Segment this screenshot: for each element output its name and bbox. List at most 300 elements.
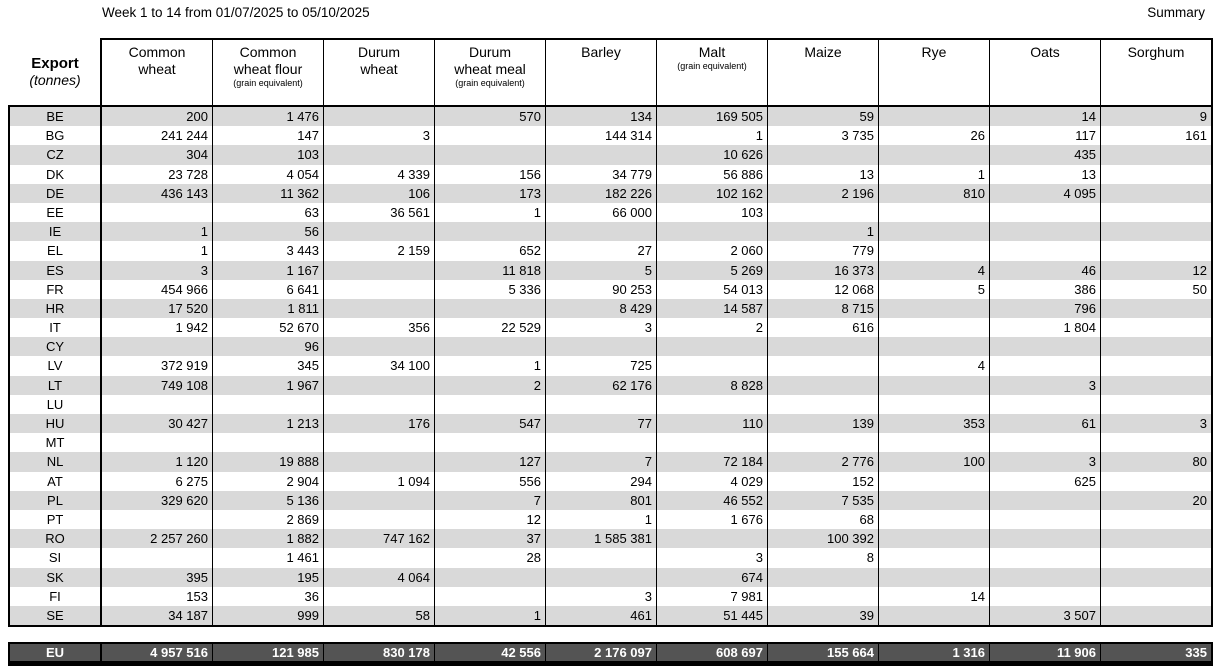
table-row xyxy=(10,491,1211,510)
value-cell: 436 143 xyxy=(102,184,213,203)
value-cell xyxy=(1101,606,1211,625)
value-cell xyxy=(1101,433,1211,452)
country-code: HR xyxy=(10,299,102,318)
value-cell xyxy=(324,280,435,299)
value-cell xyxy=(435,568,546,587)
value-cell: 11 906 xyxy=(990,644,1101,661)
table-header-row xyxy=(8,38,1213,105)
table-row xyxy=(10,395,1211,414)
value-cell: 1 585 381 xyxy=(546,529,657,548)
column-header: Sorghum xyxy=(1127,44,1185,60)
value-cell xyxy=(768,145,879,164)
value-cell: 156 xyxy=(435,165,546,184)
value-cell: 3 xyxy=(657,548,768,567)
table-row xyxy=(10,337,1211,356)
value-cell xyxy=(1101,510,1211,529)
value-cell: 4 957 516 xyxy=(102,644,213,661)
table-row xyxy=(10,165,1211,184)
value-cell: 2 869 xyxy=(213,510,324,529)
table-row xyxy=(10,356,1211,375)
value-cell xyxy=(879,318,990,337)
table-row xyxy=(10,472,1211,491)
value-cell: 1 942 xyxy=(102,318,213,337)
table-row xyxy=(10,318,1211,337)
value-cell xyxy=(990,433,1101,452)
value-cell: 52 670 xyxy=(213,318,324,337)
value-cell xyxy=(990,203,1101,222)
value-cell: 4 xyxy=(879,356,990,375)
value-cell xyxy=(546,568,657,587)
value-cell xyxy=(657,433,768,452)
value-cell xyxy=(102,337,213,356)
value-cell xyxy=(1101,356,1211,375)
value-cell: 34 779 xyxy=(546,165,657,184)
value-cell: 1 xyxy=(546,510,657,529)
value-cell xyxy=(879,606,990,625)
value-cell xyxy=(768,568,879,587)
value-cell: 1 804 xyxy=(990,318,1101,337)
country-code: DK xyxy=(10,165,102,184)
value-cell xyxy=(546,548,657,567)
table-row xyxy=(10,529,1211,548)
value-cell xyxy=(102,395,213,414)
table-row xyxy=(10,452,1211,471)
value-cell xyxy=(546,433,657,452)
country-code: EL xyxy=(10,241,102,260)
value-cell: 54 013 xyxy=(657,280,768,299)
value-cell: 2 776 xyxy=(768,452,879,471)
value-cell: 547 xyxy=(435,414,546,433)
value-cell: 725 xyxy=(546,356,657,375)
table-row xyxy=(10,568,1211,587)
value-cell xyxy=(1101,145,1211,164)
value-cell: 5 xyxy=(879,280,990,299)
country-code: IT xyxy=(10,318,102,337)
value-cell: 6 275 xyxy=(102,472,213,491)
value-cell xyxy=(1101,395,1211,414)
value-cell: 345 xyxy=(213,356,324,375)
value-cell: 570 xyxy=(435,107,546,126)
table-row xyxy=(10,587,1211,606)
value-cell xyxy=(324,337,435,356)
value-cell: 195 xyxy=(213,568,324,587)
value-cell: 7 xyxy=(546,452,657,471)
value-cell: 3 xyxy=(324,126,435,145)
value-cell xyxy=(768,356,879,375)
value-cell: 395 xyxy=(102,568,213,587)
value-cell: 90 253 xyxy=(546,280,657,299)
value-cell: 4 064 xyxy=(324,568,435,587)
value-cell: 77 xyxy=(546,414,657,433)
value-cell: 200 xyxy=(102,107,213,126)
table-body xyxy=(8,105,1213,627)
value-cell: 36 561 xyxy=(324,203,435,222)
value-cell: 372 919 xyxy=(102,356,213,375)
value-cell: 294 xyxy=(546,472,657,491)
value-cell: 27 xyxy=(546,241,657,260)
country-code: DE xyxy=(10,184,102,203)
value-cell: 68 xyxy=(768,510,879,529)
value-cell: 796 xyxy=(990,299,1101,318)
value-cell: 8 429 xyxy=(546,299,657,318)
value-cell: 2 xyxy=(435,376,546,395)
value-cell: 12 xyxy=(1192,262,1207,278)
column-header: Oats xyxy=(990,40,1101,105)
column-header: Durum wheat meal (grain equivalent) xyxy=(435,40,546,105)
corner-subtitle: (tonnes) xyxy=(29,72,81,88)
value-cell xyxy=(546,145,657,164)
value-cell xyxy=(768,203,879,222)
value-cell xyxy=(990,491,1101,510)
value-cell: 42 556 xyxy=(435,644,546,661)
value-cell: 454 966 xyxy=(102,280,213,299)
value-cell: 23 728 xyxy=(102,165,213,184)
value-cell xyxy=(768,337,879,356)
value-cell: 1 811 xyxy=(213,299,324,318)
value-cell: 37 xyxy=(435,529,546,548)
value-cell: 22 529 xyxy=(435,318,546,337)
value-cell: 7 981 xyxy=(657,587,768,606)
value-cell: 1 476 xyxy=(213,107,324,126)
value-cell xyxy=(324,452,435,471)
table-corner-cell xyxy=(10,38,102,105)
value-cell xyxy=(990,529,1101,548)
value-cell: 19 888 xyxy=(213,452,324,471)
table-row xyxy=(10,280,1211,299)
export-table xyxy=(8,38,1213,666)
value-cell: 36 xyxy=(213,587,324,606)
value-cell: 3 xyxy=(546,318,657,337)
column-header: Rye xyxy=(879,40,990,105)
value-cell: 461 xyxy=(546,606,657,625)
value-cell: 17 520 xyxy=(102,299,213,318)
value-cell: 747 162 xyxy=(324,529,435,548)
column-header: Common wheat flour (grain equivalent) xyxy=(213,40,324,105)
value-cell: 674 xyxy=(657,568,768,587)
country-code: BG xyxy=(10,126,102,145)
value-cell: 152 xyxy=(768,472,879,491)
value-cell xyxy=(324,548,435,567)
value-cell: 51 445 xyxy=(657,606,768,625)
value-cell: 161 xyxy=(1185,128,1207,144)
value-cell: 12 xyxy=(435,510,546,529)
value-cell: 20 xyxy=(1192,492,1207,508)
value-cell: 34 187 xyxy=(102,606,213,625)
country-code: SK xyxy=(10,568,102,587)
value-cell xyxy=(435,222,546,241)
value-cell: 1 xyxy=(435,606,546,625)
value-cell: 625 xyxy=(990,472,1101,491)
table-row xyxy=(10,299,1211,318)
value-cell: 110 xyxy=(657,414,768,433)
value-cell: 26 xyxy=(879,126,990,145)
value-cell: 59 xyxy=(768,107,879,126)
value-cell: 1 882 xyxy=(213,529,324,548)
table-row xyxy=(10,376,1211,395)
table-row xyxy=(10,414,1211,433)
value-cell xyxy=(990,395,1101,414)
value-cell xyxy=(879,510,990,529)
value-cell xyxy=(768,433,879,452)
country-code: EE xyxy=(10,203,102,222)
value-cell: 11 362 xyxy=(213,184,324,203)
value-cell xyxy=(324,433,435,452)
country-code: BE xyxy=(10,107,102,126)
value-cell: 8 715 xyxy=(768,299,879,318)
value-cell: 3 xyxy=(1199,416,1207,431)
value-cell: 66 000 xyxy=(546,203,657,222)
value-cell: 153 xyxy=(102,587,213,606)
value-cell xyxy=(657,395,768,414)
value-cell xyxy=(879,203,990,222)
value-cell xyxy=(213,395,324,414)
country-code: CY xyxy=(10,337,102,356)
value-cell xyxy=(1101,318,1211,337)
column-header: Common wheat xyxy=(102,40,213,105)
value-cell: 9 xyxy=(1199,109,1207,124)
value-cell xyxy=(879,472,990,491)
value-cell xyxy=(657,337,768,356)
value-cell: 10 626 xyxy=(657,145,768,164)
value-cell: 6 641 xyxy=(213,280,324,299)
value-cell: 1 213 xyxy=(213,414,324,433)
table-row xyxy=(10,261,1211,280)
value-cell: 1 xyxy=(102,222,213,241)
value-cell xyxy=(657,222,768,241)
table-row xyxy=(10,222,1211,241)
value-cell: 169 505 xyxy=(657,107,768,126)
value-cell: 46 xyxy=(990,261,1101,280)
value-cell xyxy=(1101,241,1211,260)
table-row xyxy=(10,241,1211,260)
value-cell: 1 167 xyxy=(213,261,324,280)
value-cell xyxy=(546,222,657,241)
value-cell: 62 176 xyxy=(546,376,657,395)
value-cell xyxy=(1101,529,1211,548)
value-cell: 353 xyxy=(879,414,990,433)
country-code: LV xyxy=(10,356,102,375)
value-cell: 4 029 xyxy=(657,472,768,491)
value-cell: 106 xyxy=(324,184,435,203)
value-cell: 1 120 xyxy=(102,452,213,471)
value-cell: 182 226 xyxy=(546,184,657,203)
country-code: HU xyxy=(10,414,102,433)
value-cell: 779 xyxy=(768,241,879,260)
country-code: FI xyxy=(10,587,102,606)
value-cell xyxy=(990,241,1101,260)
table-row xyxy=(10,126,1211,145)
value-cell xyxy=(324,491,435,510)
value-cell: 103 xyxy=(657,203,768,222)
value-cell: 810 xyxy=(879,184,990,203)
value-cell: 100 392 xyxy=(768,529,879,548)
value-cell xyxy=(324,107,435,126)
value-cell xyxy=(879,145,990,164)
value-cell: 556 xyxy=(435,472,546,491)
value-cell xyxy=(1101,222,1211,241)
value-cell: 39 xyxy=(768,606,879,625)
value-cell xyxy=(546,337,657,356)
value-cell: 14 587 xyxy=(657,299,768,318)
value-cell: 1 xyxy=(435,356,546,375)
value-cell: 134 xyxy=(546,107,657,126)
column-header: Durum wheat xyxy=(324,40,435,105)
value-cell xyxy=(879,376,990,395)
value-cell: 8 xyxy=(768,548,879,567)
value-cell: 7 xyxy=(435,491,546,510)
value-cell xyxy=(990,337,1101,356)
value-cell xyxy=(324,299,435,318)
value-cell: 50 xyxy=(1192,281,1207,297)
value-cell: 2 159 xyxy=(324,241,435,260)
value-cell xyxy=(435,395,546,414)
value-cell: 1 967 xyxy=(213,376,324,395)
value-cell: 117 xyxy=(990,126,1101,145)
country-code: EU xyxy=(10,644,102,661)
value-cell xyxy=(879,491,990,510)
country-code: LT xyxy=(10,376,102,395)
value-cell xyxy=(324,510,435,529)
table-row xyxy=(10,203,1211,222)
country-code: FR xyxy=(10,280,102,299)
value-cell: 139 xyxy=(768,414,879,433)
value-cell: 127 xyxy=(435,452,546,471)
value-cell: 102 162 xyxy=(657,184,768,203)
value-cell xyxy=(1101,587,1211,606)
value-cell: 155 664 xyxy=(768,644,879,661)
corner-title: Export xyxy=(31,55,79,72)
column-header: Maize xyxy=(768,40,879,105)
value-cell: 2 904 xyxy=(213,472,324,491)
value-cell xyxy=(102,433,213,452)
country-code: RO xyxy=(10,529,102,548)
value-cell: 5 xyxy=(546,261,657,280)
value-cell: 2 060 xyxy=(657,241,768,260)
value-cell: 4 054 xyxy=(213,165,324,184)
table-row xyxy=(10,107,1211,126)
value-cell: 3 xyxy=(102,261,213,280)
table-row xyxy=(10,548,1211,567)
value-cell: 830 178 xyxy=(324,644,435,661)
value-cell xyxy=(102,548,213,567)
value-cell: 30 427 xyxy=(102,414,213,433)
country-code: IE xyxy=(10,222,102,241)
value-cell xyxy=(990,548,1101,567)
value-cell xyxy=(435,587,546,606)
value-cell xyxy=(879,299,990,318)
value-cell: 1 xyxy=(768,222,879,241)
value-cell xyxy=(324,222,435,241)
value-cell xyxy=(324,395,435,414)
value-cell: 63 xyxy=(213,203,324,222)
country-code: AT xyxy=(10,472,102,491)
value-cell xyxy=(435,299,546,318)
country-code: CZ xyxy=(10,145,102,164)
value-cell: 3 xyxy=(990,452,1101,471)
value-cell: 2 196 xyxy=(768,184,879,203)
value-cell: 329 620 xyxy=(102,491,213,510)
value-cell: 72 184 xyxy=(657,452,768,471)
country-code: PL xyxy=(10,491,102,510)
value-cell: 34 100 xyxy=(324,356,435,375)
value-cell: 144 314 xyxy=(546,126,657,145)
value-cell: 3 xyxy=(990,376,1101,395)
value-cell xyxy=(879,433,990,452)
value-cell: 386 xyxy=(990,280,1101,299)
value-cell xyxy=(324,145,435,164)
value-cell: 56 xyxy=(213,222,324,241)
value-cell xyxy=(213,433,324,452)
value-cell: 1 676 xyxy=(657,510,768,529)
value-cell: 1 461 xyxy=(213,548,324,567)
value-cell xyxy=(546,395,657,414)
value-cell: 335 xyxy=(1185,645,1207,661)
value-cell xyxy=(768,376,879,395)
value-cell: 121 985 xyxy=(213,644,324,661)
value-cell: 16 373 xyxy=(768,261,879,280)
value-cell xyxy=(435,337,546,356)
value-cell: 5 136 xyxy=(213,491,324,510)
country-code: LU xyxy=(10,395,102,414)
value-cell: 304 xyxy=(102,145,213,164)
table-row xyxy=(10,510,1211,529)
country-code: NL xyxy=(10,452,102,471)
total-row xyxy=(10,644,1211,661)
value-cell: 80 xyxy=(1192,454,1207,470)
value-cell: 3 735 xyxy=(768,126,879,145)
value-cell xyxy=(990,356,1101,375)
value-cell xyxy=(1101,184,1211,203)
country-code: ES xyxy=(10,261,102,280)
value-cell: 5 336 xyxy=(435,280,546,299)
value-cell: 5 269 xyxy=(657,261,768,280)
country-code: PT xyxy=(10,510,102,529)
column-headers xyxy=(102,38,1213,105)
value-cell: 4 339 xyxy=(324,165,435,184)
value-cell xyxy=(657,529,768,548)
value-cell xyxy=(879,395,990,414)
value-cell xyxy=(1101,568,1211,587)
country-code: SI xyxy=(10,548,102,567)
value-cell: 8 828 xyxy=(657,376,768,395)
value-cell xyxy=(1101,548,1211,567)
value-cell xyxy=(1101,337,1211,356)
value-cell: 11 818 xyxy=(435,261,546,280)
value-cell: 14 xyxy=(879,587,990,606)
value-cell xyxy=(990,510,1101,529)
value-cell: 616 xyxy=(768,318,879,337)
value-cell xyxy=(879,529,990,548)
value-cell: 147 xyxy=(213,126,324,145)
value-cell: 103 xyxy=(213,145,324,164)
table-row xyxy=(10,145,1211,164)
value-cell: 608 697 xyxy=(657,644,768,661)
value-cell xyxy=(990,222,1101,241)
value-cell: 435 xyxy=(990,145,1101,164)
value-cell xyxy=(1101,203,1211,222)
value-cell: 28 xyxy=(435,548,546,567)
value-cell xyxy=(102,203,213,222)
value-cell xyxy=(768,587,879,606)
value-cell: 3 507 xyxy=(990,606,1101,625)
value-cell xyxy=(102,510,213,529)
summary-link[interactable]: Summary xyxy=(1147,5,1205,20)
value-cell: 749 108 xyxy=(102,376,213,395)
value-cell: 4 xyxy=(879,261,990,280)
value-cell xyxy=(879,241,990,260)
value-cell: 173 xyxy=(435,184,546,203)
value-cell xyxy=(1101,165,1211,184)
